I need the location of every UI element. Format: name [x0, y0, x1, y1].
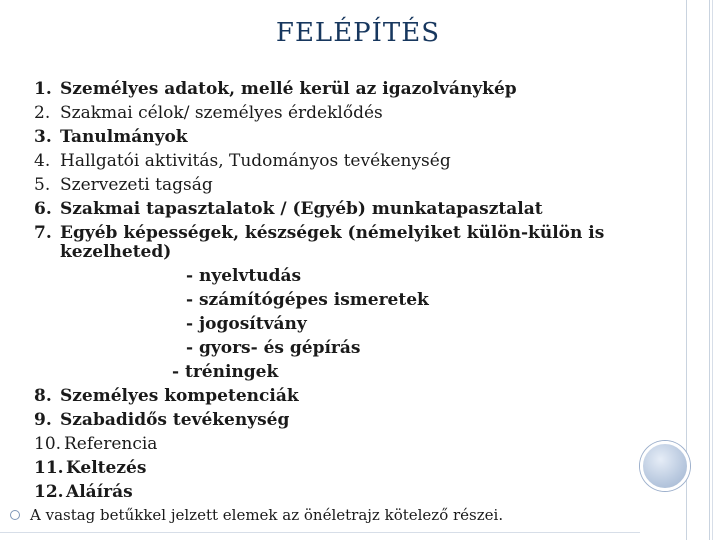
list-item	[34, 433, 157, 455]
list-item	[34, 457, 146, 479]
item-number: 1.	[34, 79, 52, 99]
item-number: 3.	[34, 127, 52, 147]
frame-right-band	[686, 0, 710, 540]
item-number: 8.	[34, 386, 52, 406]
decorative-circle	[640, 441, 690, 491]
list-item-continuation	[60, 241, 171, 263]
item-text: Hallgatói aktivitás, Tudományos tevékenység	[60, 151, 451, 171]
item-number: 2.	[34, 103, 51, 123]
list-item	[34, 126, 188, 148]
list-item	[34, 150, 451, 172]
item-number: 12.	[34, 482, 64, 502]
subitem: - tréningek	[172, 362, 279, 382]
item-text: Aláírás	[66, 482, 133, 502]
frame-right-line	[712, 0, 713, 540]
list-item	[34, 409, 289, 431]
subitem: - nyelvtudás	[186, 266, 302, 286]
item-text: Szakmai célok/ személyes érdeklődés	[60, 103, 383, 123]
item-number: 4.	[34, 151, 51, 171]
item-text: Személyes adatok, mellé kerül az igazolványkép	[60, 79, 517, 99]
list-item	[34, 102, 383, 124]
item-text: kezelheted)	[60, 242, 172, 262]
list-item	[34, 385, 299, 407]
list-item	[34, 174, 213, 196]
subitem: - jogosítvány	[186, 314, 307, 334]
item-number: 6.	[34, 199, 52, 219]
item-number: 10.	[34, 434, 62, 454]
item-number: 7.	[34, 223, 52, 243]
frame-bottom-line	[0, 532, 640, 533]
list-item	[34, 198, 543, 220]
item-number: 9.	[34, 410, 52, 430]
item-text: Személyes kompetenciák	[60, 386, 299, 406]
footnote: A vastag betűkkel jelzett elemek az önéletrajz kötelező részei.	[30, 506, 504, 524]
subitem: - gyors- és gépírás	[186, 338, 361, 358]
item-text: Referencia	[64, 434, 158, 454]
item-text: Szakmai tapasztalatok / (Egyéb) munkatapasztalat	[60, 199, 543, 219]
circle-bullet-icon	[10, 510, 20, 520]
slide-title: FELÉPÍTÉS	[275, 18, 441, 48]
list-item	[34, 481, 133, 503]
item-text: Egyéb képességek, készségek (némelyiket külön-külön is	[60, 223, 605, 243]
list-item	[34, 78, 517, 100]
item-text: Szervezeti tagság	[60, 175, 213, 195]
item-text: Keltezés	[66, 458, 147, 478]
item-text: Szabadidős tevékenység	[60, 410, 290, 430]
item-number: 5.	[34, 175, 51, 195]
item-text: Tanulmányok	[60, 127, 188, 147]
item-number: 11.	[34, 458, 64, 478]
subitem: - számítógépes ismeretek	[186, 290, 429, 310]
